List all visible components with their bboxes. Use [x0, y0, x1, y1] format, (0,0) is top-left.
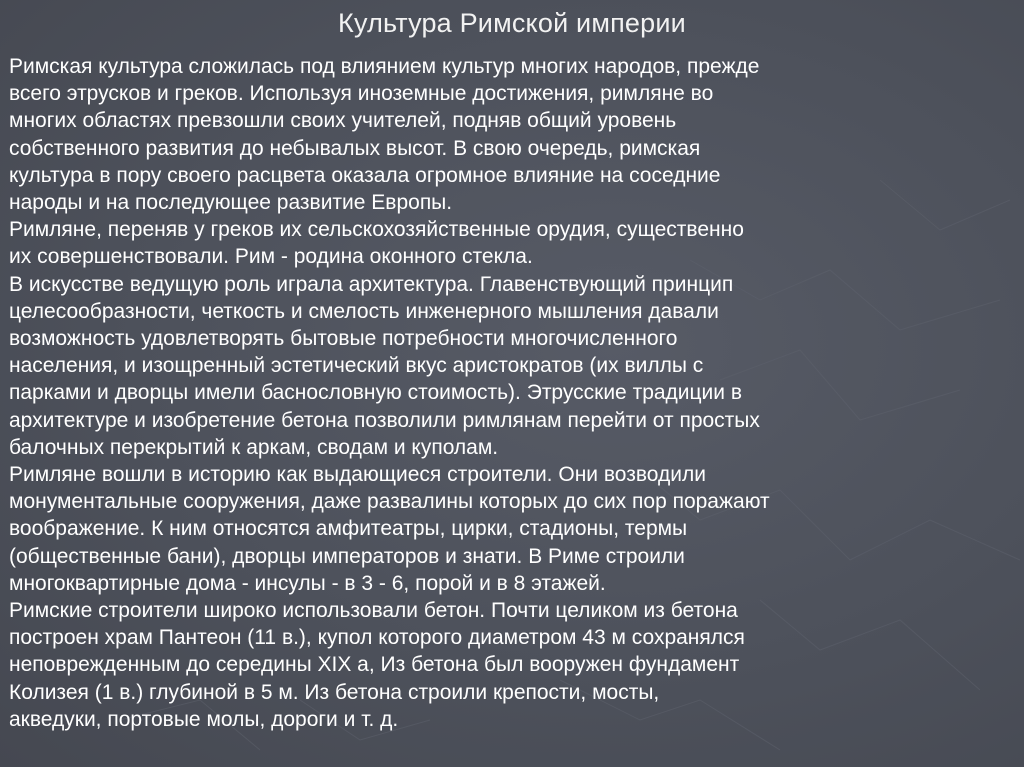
paragraph-builders: Римляне вошли в историю как выдающиеся строители. Они возводили монументальные сооружения, даже развалины которых до сих пор поражают воображение. К ним относятся амфитеатры, цирки, стадионы, термы (общественные бани), дворцы императоров и знати. В Риме строили многоквартирные дома - инсулы - в 3 - 6, порой и в 8 этажей. [9, 463, 770, 595]
slide-body [9, 53, 1014, 733]
paragraph-architecture: В искусстве ведущую роль играла архитектура. Главенствующий принцип целесообразности, четкость и смелость инженерного мышления давали возможность удовлетворять бытовые потребности многочисленного населения, и изощренный эстетический вкус аристократов (их виллы с парками и дворцы имели баснословную стоимость). Этрусские традиции в архитектуре и изобретение бетона позволили римлянам перейти от простых балочных перекрытий к аркам, сводам и куполам. [9, 272, 760, 459]
paragraph-concrete: Римские строители широко использовали бетон. Почти целиком из бетона построен храм Пантеон (11 в.), купол которого диаметром 43 м сохранялся неповрежденным до середины XIX а, Из бетона был вооружен фундамент Колизея (1 в.) глубиной в 5 м. Из бетона строили крепости, мосты, акведуки, портовые молы, дороги и т. д. [9, 599, 745, 731]
paragraph-roman-culture-origins: Римская культура сложилась под влиянием культур многих народов, прежде всего этрусков и греков. Используя иноземные достижения, римляне во многих областях превзошли своих учителей, подняв общий уровень собственного развития до небывалых высот. В свою очередь, римская культура в пору своего расцвета оказала огромное влияние на соседние народы и на последующее развитие Европы. [9, 55, 760, 215]
paragraph-agriculture-glass: Римляне, переняв у греков их сельскохозяйственные орудия, существенно их совершенствовали. Рим - родина оконного стекла. [9, 218, 744, 269]
slide-title: Культура Римской империи [338, 8, 686, 38]
